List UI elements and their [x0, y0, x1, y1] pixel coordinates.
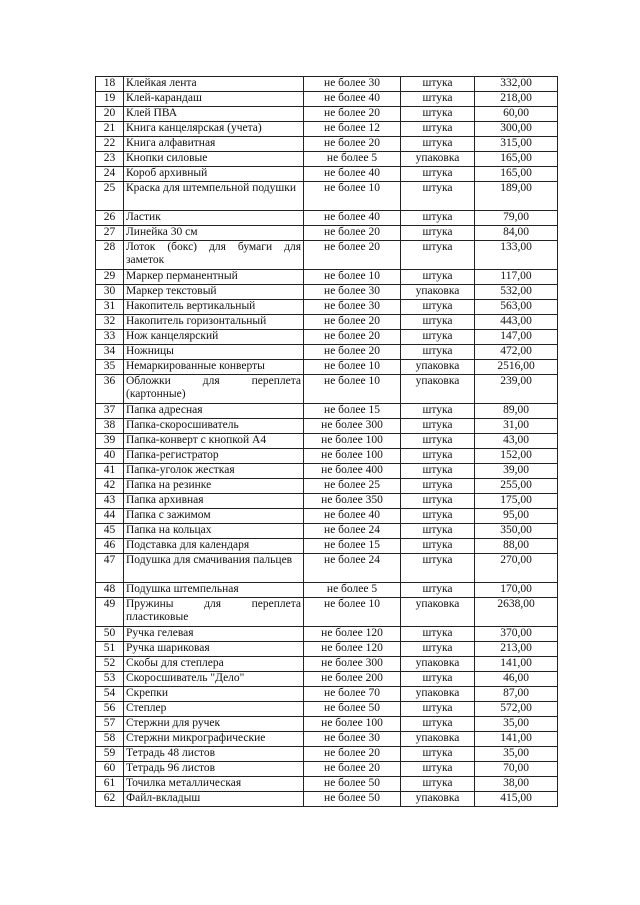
item-unit: штука — [401, 226, 475, 241]
row-number: 45 — [96, 524, 124, 539]
row-number: 23 — [96, 152, 124, 167]
item-name: Файл-вкладыш — [124, 792, 304, 807]
item-unit: штука — [401, 479, 475, 494]
item-unit: штука — [401, 182, 475, 211]
item-price: 35,00 — [475, 747, 558, 762]
item-unit: штука — [401, 330, 475, 345]
row-number: 59 — [96, 747, 124, 762]
item-unit: упаковка — [401, 152, 475, 167]
item-price: 43,00 — [475, 434, 558, 449]
table-row — [96, 598, 558, 627]
item-quantity: не более 50 — [304, 702, 401, 717]
item-unit: штука — [401, 627, 475, 642]
item-unit: штука — [401, 300, 475, 315]
item-unit: штука — [401, 345, 475, 360]
row-number: 44 — [96, 509, 124, 524]
table-row — [96, 687, 558, 702]
item-name: Клей ПВА — [124, 107, 304, 122]
item-quantity: не более 20 — [304, 226, 401, 241]
row-number: 33 — [96, 330, 124, 345]
item-unit: штука — [401, 167, 475, 182]
item-unit: штука — [401, 554, 475, 583]
table-row — [96, 792, 558, 807]
item-name: Ластик — [124, 211, 304, 226]
item-price: 31,00 — [475, 419, 558, 434]
item-name: Папка-регистратор — [124, 449, 304, 464]
item-price: 141,00 — [475, 732, 558, 747]
table-row — [96, 583, 558, 598]
item-price: 2516,00 — [475, 360, 558, 375]
row-number: 62 — [96, 792, 124, 807]
row-number: 60 — [96, 762, 124, 777]
table-row — [96, 77, 558, 92]
item-unit: штука — [401, 509, 475, 524]
item-price: 147,00 — [475, 330, 558, 345]
item-price: 255,00 — [475, 479, 558, 494]
item-price: 332,00 — [475, 77, 558, 92]
item-price: 189,00 — [475, 182, 558, 211]
item-price: 95,00 — [475, 509, 558, 524]
item-unit: штука — [401, 270, 475, 285]
item-quantity: не более 30 — [304, 300, 401, 315]
table-row — [96, 627, 558, 642]
item-unit: упаковка — [401, 687, 475, 702]
item-price: 239,00 — [475, 375, 558, 404]
item-name: Маркер текстовый — [124, 285, 304, 300]
item-quantity: не более 350 — [304, 494, 401, 509]
item-quantity: не более 300 — [304, 657, 401, 672]
item-price: 443,00 — [475, 315, 558, 330]
item-quantity: не более 20 — [304, 315, 401, 330]
item-price: 563,00 — [475, 300, 558, 315]
table-row — [96, 315, 558, 330]
item-quantity: не более 100 — [304, 717, 401, 732]
item-name: Книга алфавитная — [124, 137, 304, 152]
table-row — [96, 524, 558, 539]
item-name: Кнопки силовые — [124, 152, 304, 167]
row-number: 34 — [96, 345, 124, 360]
row-number: 30 — [96, 285, 124, 300]
item-unit: штука — [401, 702, 475, 717]
item-unit: штука — [401, 642, 475, 657]
item-quantity: не более 70 — [304, 687, 401, 702]
item-name: Скоросшиватель "Дело" — [124, 672, 304, 687]
row-number: 26 — [96, 211, 124, 226]
item-unit: штука — [401, 672, 475, 687]
item-quantity: не более 120 — [304, 642, 401, 657]
item-name: Подушка штемпельная — [124, 583, 304, 598]
table-row — [96, 434, 558, 449]
item-price: 370,00 — [475, 627, 558, 642]
item-unit: штука — [401, 747, 475, 762]
table-row — [96, 702, 558, 717]
item-price: 89,00 — [475, 404, 558, 419]
item-unit: штука — [401, 241, 475, 270]
table-row — [96, 762, 558, 777]
item-unit: штука — [401, 494, 475, 509]
item-quantity: не более 15 — [304, 404, 401, 419]
row-number: 56 — [96, 702, 124, 717]
table-row — [96, 449, 558, 464]
item-name: Скрепки — [124, 687, 304, 702]
row-number: 51 — [96, 642, 124, 657]
item-name: Папка архивная — [124, 494, 304, 509]
item-name: Тетрадь 48 листов — [124, 747, 304, 762]
item-name: Накопитель вертикальный — [124, 300, 304, 315]
item-price: 46,00 — [475, 672, 558, 687]
table-row — [96, 122, 558, 137]
item-unit: штука — [401, 762, 475, 777]
table-row — [96, 419, 558, 434]
table-row — [96, 494, 558, 509]
item-price: 35,00 — [475, 717, 558, 732]
item-name: Скобы для степлера — [124, 657, 304, 672]
row-number: 54 — [96, 687, 124, 702]
item-name: Папка с зажимом — [124, 509, 304, 524]
item-price: 532,00 — [475, 285, 558, 300]
item-price: 84,00 — [475, 226, 558, 241]
item-unit: штука — [401, 583, 475, 598]
item-quantity: не более 40 — [304, 167, 401, 182]
row-number: 19 — [96, 92, 124, 107]
row-number: 20 — [96, 107, 124, 122]
item-price: 572,00 — [475, 702, 558, 717]
row-number: 47 — [96, 554, 124, 583]
item-name: Ручка шариковая — [124, 642, 304, 657]
item-name: Точилка металлическая — [124, 777, 304, 792]
item-quantity: не более 30 — [304, 77, 401, 92]
row-number: 31 — [96, 300, 124, 315]
item-name: Линейка 30 см — [124, 226, 304, 241]
item-price: 39,00 — [475, 464, 558, 479]
item-quantity: не более 20 — [304, 330, 401, 345]
item-unit: упаковка — [401, 657, 475, 672]
item-price: 79,00 — [475, 211, 558, 226]
item-name: Нож канцелярский — [124, 330, 304, 345]
item-name: Тетрадь 96 листов — [124, 762, 304, 777]
item-name: Книга канцелярская (учета) — [124, 122, 304, 137]
row-number: 52 — [96, 657, 124, 672]
item-price: 270,00 — [475, 554, 558, 583]
table-row — [96, 152, 558, 167]
table-row — [96, 554, 558, 583]
item-quantity: не более 10 — [304, 360, 401, 375]
row-number: 38 — [96, 419, 124, 434]
item-quantity: не более 20 — [304, 107, 401, 122]
item-quantity: не более 400 — [304, 464, 401, 479]
table-row — [96, 107, 558, 122]
table-row — [96, 404, 558, 419]
table-row — [96, 732, 558, 747]
table-row — [96, 92, 558, 107]
item-price: 141,00 — [475, 657, 558, 672]
item-unit: штука — [401, 539, 475, 554]
item-name: Лоток (бокс) для бумаги для заметок — [124, 241, 304, 270]
table-row — [96, 375, 558, 404]
row-number: 61 — [96, 777, 124, 792]
table-row — [96, 241, 558, 270]
item-unit: штука — [401, 404, 475, 419]
item-name: Степлер — [124, 702, 304, 717]
item-quantity: не более 200 — [304, 672, 401, 687]
table-row — [96, 330, 558, 345]
row-number: 32 — [96, 315, 124, 330]
supplies-table — [95, 76, 558, 807]
item-price: 415,00 — [475, 792, 558, 807]
item-price: 38,00 — [475, 777, 558, 792]
item-price: 350,00 — [475, 524, 558, 539]
item-unit: штука — [401, 211, 475, 226]
table-row — [96, 226, 558, 241]
table-row — [96, 345, 558, 360]
item-name: Папка-уголок жесткая — [124, 464, 304, 479]
item-price: 2638,00 — [475, 598, 558, 627]
item-price: 472,00 — [475, 345, 558, 360]
item-quantity: не более 20 — [304, 137, 401, 152]
table-row — [96, 211, 558, 226]
row-number: 53 — [96, 672, 124, 687]
item-unit: штука — [401, 524, 475, 539]
table-row — [96, 777, 558, 792]
item-quantity: не более 20 — [304, 762, 401, 777]
row-number: 37 — [96, 404, 124, 419]
item-unit: штука — [401, 77, 475, 92]
item-unit: упаковка — [401, 375, 475, 404]
item-price: 165,00 — [475, 152, 558, 167]
item-unit: штука — [401, 434, 475, 449]
item-price: 300,00 — [475, 122, 558, 137]
table-row — [96, 464, 558, 479]
item-quantity: не более 50 — [304, 777, 401, 792]
item-unit: штука — [401, 122, 475, 137]
item-quantity: не более 40 — [304, 211, 401, 226]
item-name: Подушка для смачивания пальцев — [124, 554, 304, 583]
row-number: 41 — [96, 464, 124, 479]
row-number: 40 — [96, 449, 124, 464]
item-name: Стержни микрографические — [124, 732, 304, 747]
table-row — [96, 747, 558, 762]
item-price: 152,00 — [475, 449, 558, 464]
item-quantity: не более 30 — [304, 285, 401, 300]
item-quantity: не более 100 — [304, 434, 401, 449]
table-row — [96, 270, 558, 285]
item-price: 213,00 — [475, 642, 558, 657]
table-body — [96, 77, 558, 807]
item-quantity: не более 40 — [304, 92, 401, 107]
table-row — [96, 167, 558, 182]
item-name: Папка адресная — [124, 404, 304, 419]
item-quantity: не более 5 — [304, 152, 401, 167]
item-quantity: не более 50 — [304, 792, 401, 807]
item-quantity: не более 10 — [304, 375, 401, 404]
item-price: 165,00 — [475, 167, 558, 182]
table-row — [96, 285, 558, 300]
table-row — [96, 182, 558, 211]
table-row — [96, 479, 558, 494]
item-quantity: не более 40 — [304, 509, 401, 524]
table-row — [96, 539, 558, 554]
table-row — [96, 137, 558, 152]
item-name: Подставка для календаря — [124, 539, 304, 554]
row-number: 50 — [96, 627, 124, 642]
item-unit: упаковка — [401, 598, 475, 627]
row-number: 28 — [96, 241, 124, 270]
item-name: Накопитель горизонтальный — [124, 315, 304, 330]
item-name: Клейкая лента — [124, 77, 304, 92]
item-name: Папка-конверт с кнопкой А4 — [124, 434, 304, 449]
row-number: 49 — [96, 598, 124, 627]
row-number: 21 — [96, 122, 124, 137]
table-row — [96, 509, 558, 524]
table-row — [96, 300, 558, 315]
row-number: 25 — [96, 182, 124, 211]
item-unit: штука — [401, 464, 475, 479]
row-number: 58 — [96, 732, 124, 747]
item-quantity: не более 15 — [304, 539, 401, 554]
item-price: 133,00 — [475, 241, 558, 270]
item-name: Клей-карандаш — [124, 92, 304, 107]
item-unit: штука — [401, 92, 475, 107]
item-unit: штука — [401, 449, 475, 464]
item-name: Папка на резинке — [124, 479, 304, 494]
item-price: 70,00 — [475, 762, 558, 777]
row-number: 27 — [96, 226, 124, 241]
row-number: 24 — [96, 167, 124, 182]
item-quantity: не более 20 — [304, 345, 401, 360]
item-name: Ручка гелевая — [124, 627, 304, 642]
item-unit: штука — [401, 419, 475, 434]
row-number: 57 — [96, 717, 124, 732]
item-quantity: не более 24 — [304, 554, 401, 583]
item-quantity: не более 25 — [304, 479, 401, 494]
item-name: Немаркированные конверты — [124, 360, 304, 375]
item-price: 87,00 — [475, 687, 558, 702]
item-price: 117,00 — [475, 270, 558, 285]
item-quantity: не более 5 — [304, 583, 401, 598]
item-price: 170,00 — [475, 583, 558, 598]
item-unit: штука — [401, 315, 475, 330]
item-quantity: не более 20 — [304, 241, 401, 270]
item-quantity: не более 24 — [304, 524, 401, 539]
item-unit: упаковка — [401, 360, 475, 375]
item-name: Стержни для ручек — [124, 717, 304, 732]
item-name: Маркер перманентный — [124, 270, 304, 285]
item-price: 60,00 — [475, 107, 558, 122]
item-quantity: не более 10 — [304, 182, 401, 211]
item-quantity: не более 10 — [304, 598, 401, 627]
table-row — [96, 642, 558, 657]
row-number: 46 — [96, 539, 124, 554]
row-number: 39 — [96, 434, 124, 449]
item-name: Ножницы — [124, 345, 304, 360]
row-number: 22 — [96, 137, 124, 152]
item-unit: штука — [401, 777, 475, 792]
item-name: Папка-скоросшиватель — [124, 419, 304, 434]
row-number: 35 — [96, 360, 124, 375]
item-unit: штука — [401, 107, 475, 122]
item-unit: штука — [401, 137, 475, 152]
item-quantity: не более 30 — [304, 732, 401, 747]
item-name: Краска для штемпельной подушки — [124, 182, 304, 211]
item-price: 218,00 — [475, 92, 558, 107]
row-number: 29 — [96, 270, 124, 285]
item-quantity: не более 300 — [304, 419, 401, 434]
item-quantity: не более 20 — [304, 747, 401, 762]
item-name: Обложки для переплета (картонные) — [124, 375, 304, 404]
table-row — [96, 360, 558, 375]
row-number: 42 — [96, 479, 124, 494]
item-quantity: не более 10 — [304, 270, 401, 285]
item-quantity: не более 12 — [304, 122, 401, 137]
item-unit: упаковка — [401, 732, 475, 747]
item-name: Короб архивный — [124, 167, 304, 182]
table-row — [96, 717, 558, 732]
item-name: Пружины для переплета пластиковые — [124, 598, 304, 627]
item-quantity: не более 120 — [304, 627, 401, 642]
row-number: 36 — [96, 375, 124, 404]
item-price: 315,00 — [475, 137, 558, 152]
item-name: Папка на кольцах — [124, 524, 304, 539]
item-unit: упаковка — [401, 285, 475, 300]
item-unit: упаковка — [401, 792, 475, 807]
item-price: 175,00 — [475, 494, 558, 509]
row-number: 18 — [96, 77, 124, 92]
table-row — [96, 657, 558, 672]
row-number: 43 — [96, 494, 124, 509]
item-quantity: не более 100 — [304, 449, 401, 464]
row-number: 48 — [96, 583, 124, 598]
table-row — [96, 672, 558, 687]
item-unit: штука — [401, 717, 475, 732]
item-price: 88,00 — [475, 539, 558, 554]
